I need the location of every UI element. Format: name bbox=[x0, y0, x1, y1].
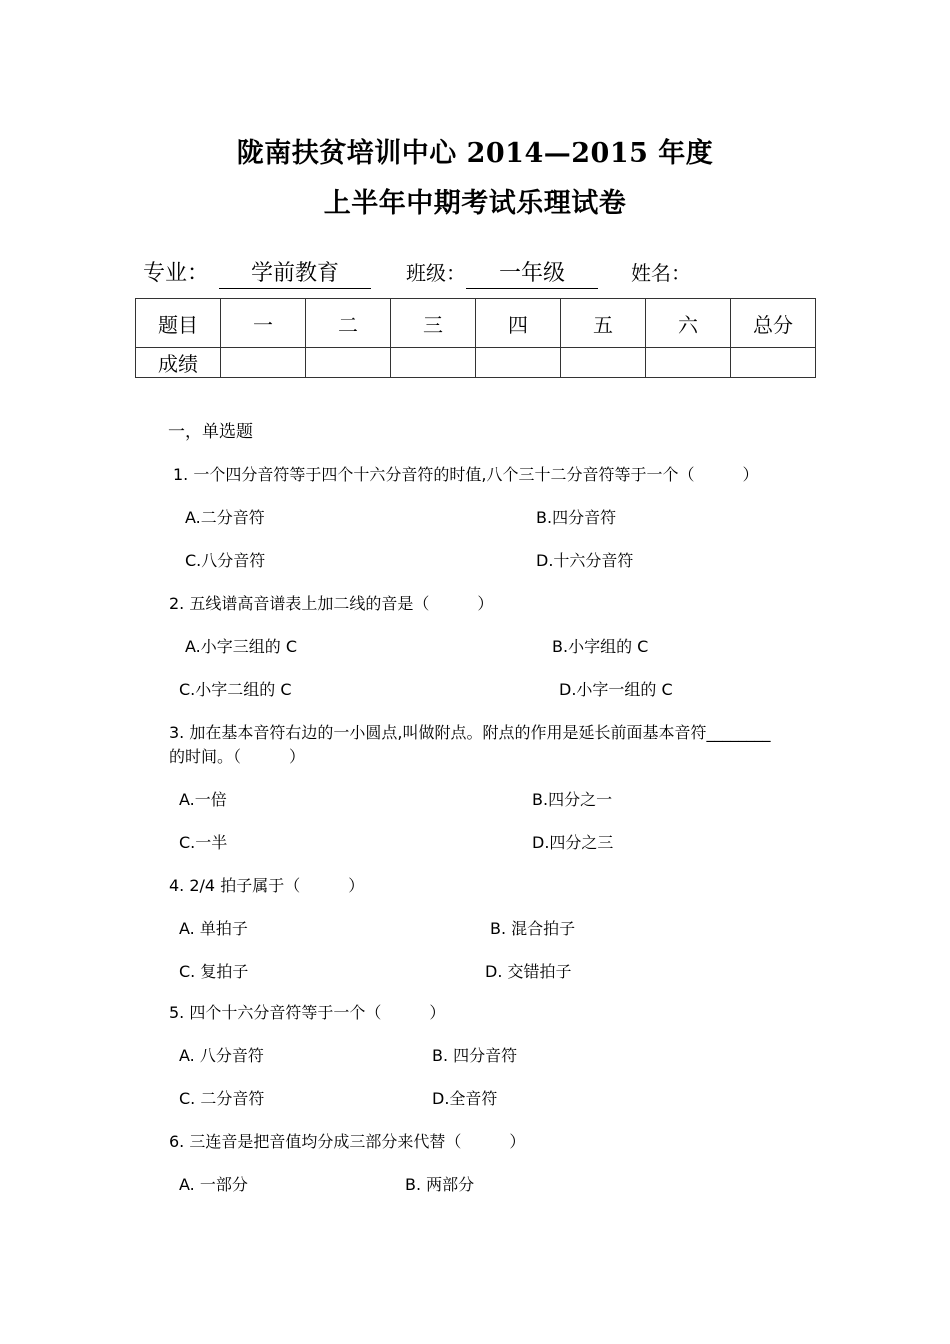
question-4-option-c: C. 复拍子 bbox=[179, 962, 249, 981]
question-2-option-b: B.小字组的 C bbox=[552, 637, 649, 656]
score-cell bbox=[561, 348, 646, 378]
name-label: 姓名： bbox=[631, 261, 692, 285]
class-label: 班级： bbox=[406, 261, 467, 285]
question-6-text: 6. 三连音是把音值均分成三部分来代替（ ） bbox=[169, 1132, 526, 1151]
score-table bbox=[135, 298, 816, 378]
question-3-option-c: C.一半 bbox=[179, 833, 228, 852]
question-5-option-a: A. 八分音符 bbox=[179, 1046, 264, 1065]
score-cell bbox=[221, 348, 306, 378]
exam-title-line2: 上半年中期考试乐理试卷 bbox=[323, 188, 627, 219]
exam-title-line1: 陇南扶贫培训中心 2014—2015 年度 bbox=[236, 138, 714, 169]
score-header-cell: 一 bbox=[221, 299, 306, 348]
question-5-option-c: C. 二分音符 bbox=[179, 1089, 265, 1108]
score-table-header-row bbox=[136, 299, 816, 348]
question-5-text: 5. 四个十六分音符等于一个（ ） bbox=[169, 1003, 446, 1022]
question-4-option-b: B. 混合拍子 bbox=[490, 919, 576, 938]
question-4-option-a: A. 单拍子 bbox=[179, 919, 248, 938]
question-5-option-b: B. 四分音符 bbox=[432, 1046, 518, 1065]
score-header-cell: 二 bbox=[306, 299, 391, 348]
question-3-text: 3. 加在基本音符右边的一小圆点,叫做附点。附点的作用是延长前面基本音符________ bbox=[169, 723, 771, 742]
score-cell bbox=[306, 348, 391, 378]
score-cell bbox=[391, 348, 476, 378]
major-label: 专业： bbox=[143, 261, 210, 286]
question-4-text: 4. 2/4 拍子属于（ ） bbox=[169, 876, 365, 895]
question-2-text: 2. 五线谱高音谱表上加二线的音是（ ） bbox=[169, 594, 494, 613]
score-cell bbox=[476, 348, 561, 378]
question-2-option-a: A.小字三组的 C bbox=[185, 637, 298, 656]
question-1-text: 1. 一个四分音符等于四个十六分音符的时值,八个三十二分音符等于一个（ ） bbox=[173, 465, 759, 484]
question-6-option-a: A. 一部分 bbox=[179, 1175, 248, 1194]
question-1-option-c: C.八分音符 bbox=[185, 551, 266, 570]
question-5-option-d: D.全音符 bbox=[432, 1089, 498, 1108]
section-title: 一，单选题 bbox=[168, 422, 253, 442]
question-6-option-b: B. 两部分 bbox=[405, 1175, 475, 1194]
score-row-label: 成绩 bbox=[136, 348, 221, 378]
question-3-option-a: A.一倍 bbox=[179, 790, 227, 809]
question-2-option-c: C.小字二组的 C bbox=[179, 680, 292, 699]
question-1-option-a: A.二分音符 bbox=[185, 508, 265, 527]
score-table-score-row bbox=[136, 348, 816, 378]
question-4-option-d: D. 交错拍子 bbox=[485, 962, 572, 981]
score-cell bbox=[731, 348, 816, 378]
score-header-cell: 六 bbox=[646, 299, 731, 348]
question-2-option-d: D.小字一组的 C bbox=[559, 680, 673, 699]
question-3-option-b: B.四分之一 bbox=[532, 790, 613, 809]
class-value: 一年级 bbox=[466, 260, 598, 289]
score-header-cell: 题目 bbox=[136, 299, 221, 348]
question-1-option-d: D.十六分音符 bbox=[536, 551, 634, 570]
score-header-cell: 四 bbox=[476, 299, 561, 348]
score-cell bbox=[646, 348, 731, 378]
student-info-line bbox=[143, 256, 691, 289]
question-3-text-line2: 的时间。（ ） bbox=[169, 747, 306, 766]
score-header-cell: 五 bbox=[561, 299, 646, 348]
score-header-cell: 总分 bbox=[731, 299, 816, 348]
score-header-cell: 三 bbox=[391, 299, 476, 348]
question-1-option-b: B.四分音符 bbox=[536, 508, 617, 527]
question-3-option-d: D.四分之三 bbox=[532, 833, 614, 852]
major-value: 学前教育 bbox=[219, 260, 371, 289]
